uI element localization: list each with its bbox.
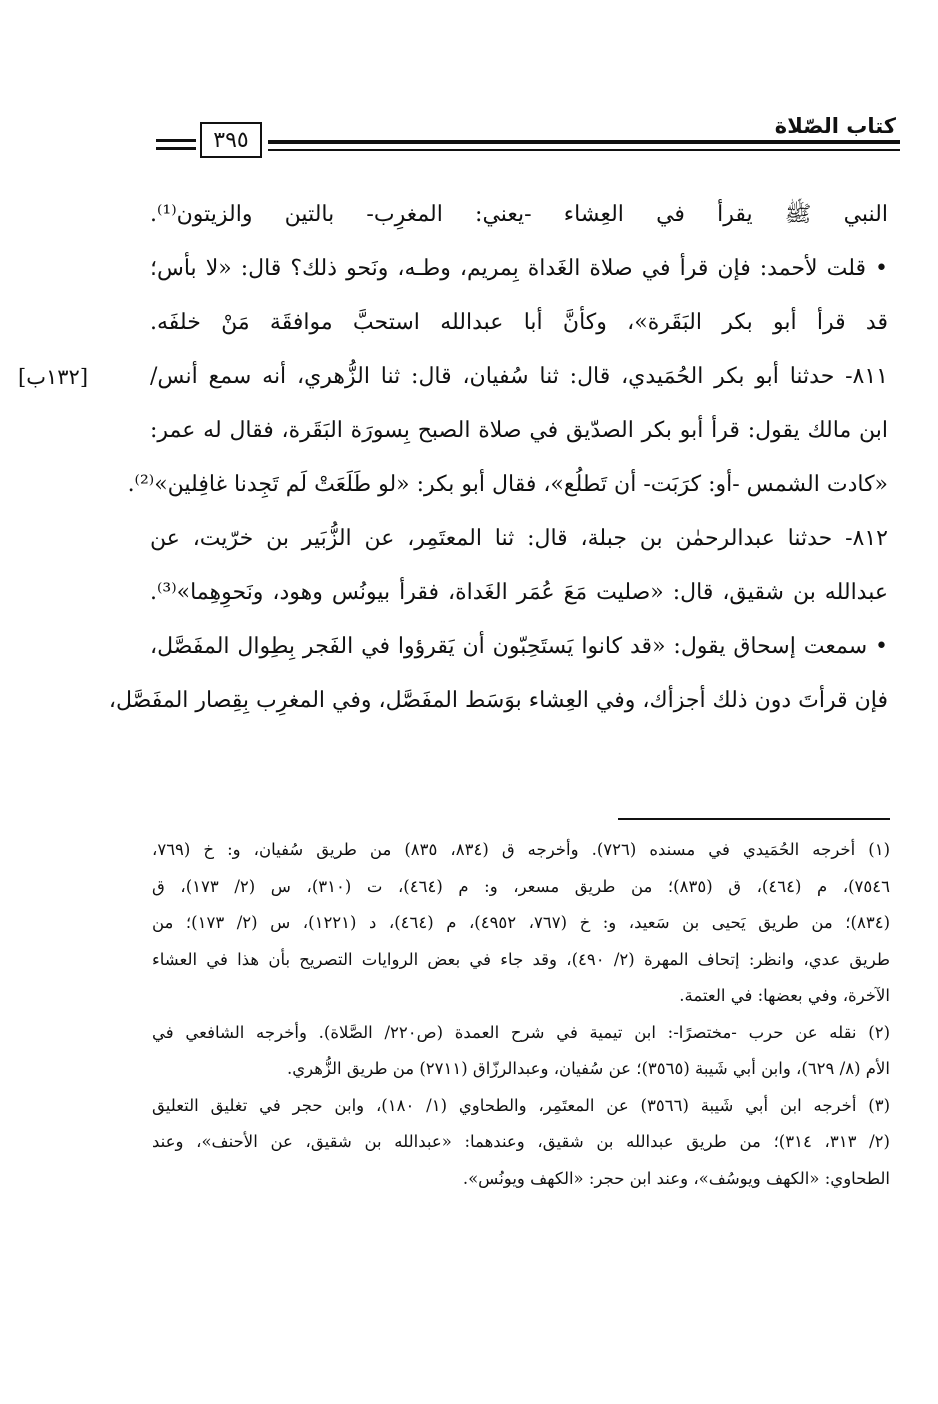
text-line: ٨١٢- حدثنا عبدالرحمٰن بن جبلة، قال: ثنا المعتَمِر، عن الزُّبَير بن خرّيت، عن [150,526,888,551]
header-rule-left-bottom [156,147,196,150]
footnote-line: (٢) نقله عن حرب -مختصرًا-: ابن تيمية في شرح العمدة (ص٢٢٠/ الصَّلاة). وأخرجه الشافعي في [152,1022,890,1042]
book-title: كتاب الصّلاة [774,114,896,138]
footnote-line: الآخرة، وفي بعضها: في العتمة. [679,986,890,1005]
text-line: «كادت الشمس -أو: كرَبَت- أن تَطلُع»، فقال أبو بكر: «لو طَلَعَتْ لَم تَجِدنا غافِلين»⁽²⁾. [127,472,888,497]
footnote-line: (٢/ ٣١٣، ٣١٤)؛ من طريق عبدالله بن شقيق، وعندهما: «عبدالله بن شقيق، عن الأحنف»، وعند [152,1132,890,1151]
header-rule-thick [268,140,900,144]
text-line: النبي ﷺ يقرأ في العِشاء -يعني: المغرِب- بالتين والزيتون⁽¹⁾. [150,202,888,227]
text-line: • قلت لأحمد: فإن قرأ في صلاة الغَداة بِمريم، وطـه، ونَحو ذلك؟ قال: «لا بأس؛ [150,256,888,281]
footnote-line: الطحاوي: «الكهف ويوسُف»، وعند ابن حجر: «الكهف ويونُس». [462,1168,890,1188]
page-number: ٣٩٥ [200,122,262,158]
page-header [150,112,900,164]
footnote-line: ٧٥٤٦)، م (٤٦٤)، ق (٨٣٥)؛ من طريق مسعر، و: م (٤٦٤)، ت (٣١٠)، س (٢/ ١٧٣)، ق [152,876,890,896]
footnote-separator [618,818,890,820]
text-line: ٨١١- حدثنا أبو بكر الحُمَيدي، قال: ثنا سُفيان، قال: ثنا الزُّهري، أنه سمع أنس/ [150,364,888,389]
text-line: ابن مالك يقول: قرأ أبو بكر الصدّيق في صلاة الصبح بِسورَة البَقَرة، فقال له عمر: [150,418,888,443]
header-rule-left-top [156,139,196,142]
footnote-line: الأم (٨/ ٦٢٩)، وابن أبي شَيبة (٣٥٦٥)؛ عن سُفيان، وعبدالرزّاق (٢٧١١) من طريق الزُّهري. [286,1059,890,1078]
main-text [108,188,888,728]
footnote-line: (١) أخرجه الحُمَيدي في مسنده (٧٢٦). وأخرجه ق (٨٣٤، ٨٣٥) من طريق سُفيان، و: خ (٧٦٩، [152,840,891,859]
text-line: عبدالله بن شقيق، قال: «صليت مَعَ عُمَر الغَداة، فقرأ بيونُس وهود، ونَحوِهِما»⁽³⁾. [150,580,888,605]
footnote-line: (٣) أخرجه ابن أبي شَيبة (٣٥٦٦) عن المعتَمِر، والطحاوي (١/ ١٨٠)، وابن حجر في تغليق التعليق [152,1095,891,1115]
footnotes [152,832,890,1197]
header-rule-thin [268,149,900,151]
margin-reference: [١٣٢ب] [18,365,89,389]
footnote-line: طريق عدي، وانظر: إتحاف المهرة (٢/ ٤٩٠)، وقد جاء في بعض الروايات التصريح بأن هذا في العشاء [152,949,890,969]
text-line: قد قرأ أبو بكر البَقَرة»، وكأنَّ أبا عبدالله استحبَّ موافقَة مَنْ خلفَه. [150,310,888,335]
text-line: فإن قرأتَ دون ذلك أجزأك، وفي العِشاء بوَسَط المفَصَّل، وفي المغرِب بِقِصار المفَصَّل، [108,688,888,713]
footnote-line: (٨٣٤)؛ من طريق يَحيى بن سَعيد، و: خ (٧٦٧، ٤٩٥٢)، م (٤٦٤)، د (١٢٢١)، س (٢/ ١٧٣)؛ من [152,913,891,932]
text-line: • سمعت إسحاق يقول: «قد كانوا يَستَحِبّون أن يَقرؤوا في الفَجر بِطِوال المفَصَّل، [150,634,888,659]
